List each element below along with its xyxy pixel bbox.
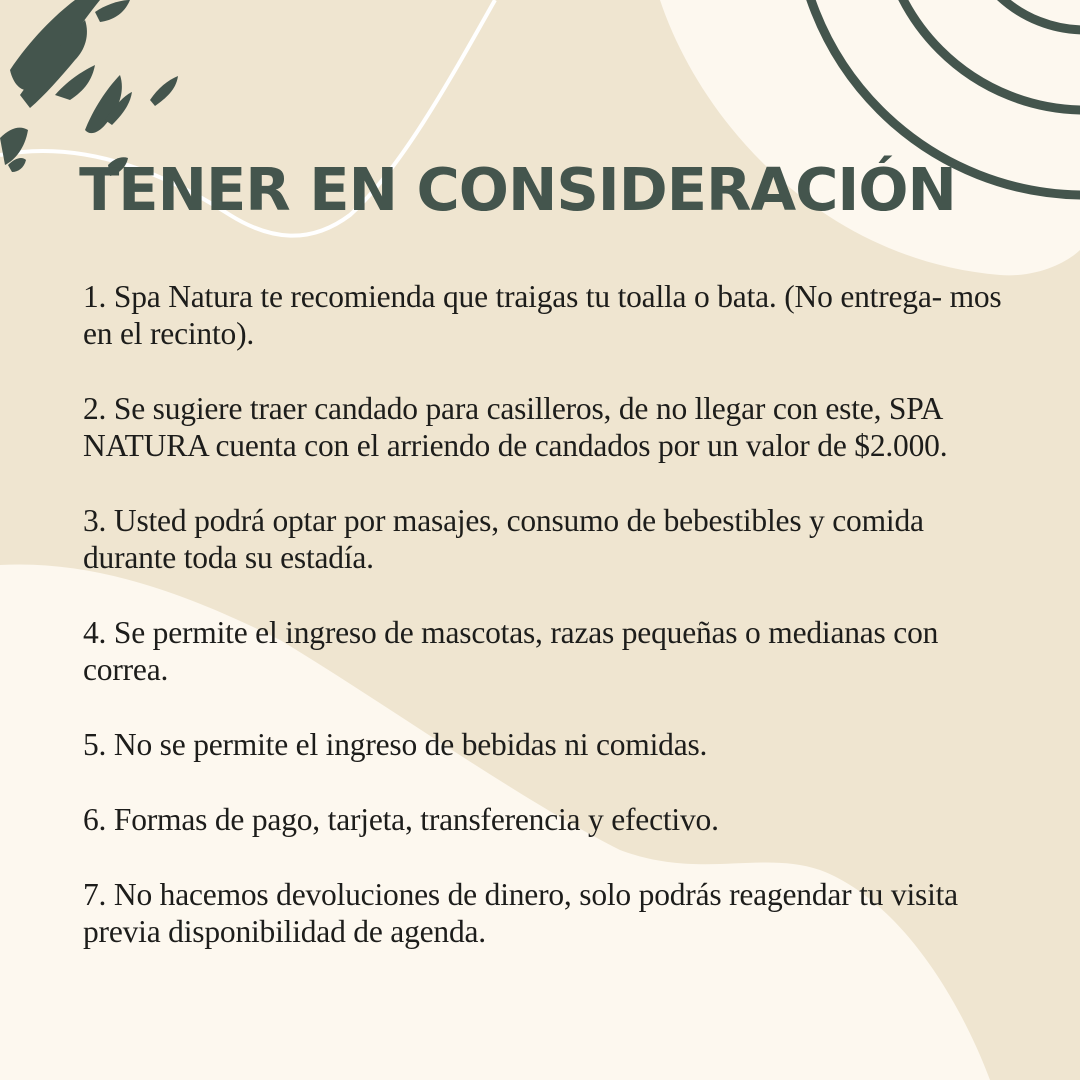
list-item: 1. Spa Natura te recomienda que traigas tu toalla o bata. (No entrega- mos en el recinto). — [83, 279, 1002, 351]
page-title: TENER EN CONSIDERACIÓN — [79, 155, 956, 224]
list-item: 2. Se sugiere traer candado para casilleros, de no llegar con este, SPA NATURA cuenta con el arriendo de candados por un valor de $2.000. — [83, 391, 948, 463]
list-item: 4. Se permite el ingreso de mascotas, razas pequeñas o medianas con correa. — [83, 615, 939, 687]
list-item: 5. No se permite el ingreso de bebidas ni comidas. — [83, 727, 708, 762]
list-item: 6. Formas de pago, tarjeta, transferencia y efectivo. — [83, 802, 719, 837]
list-item: 3. Usted podrá optar por masajes, consumo de bebestibles y comida durante toda su estadía. — [83, 503, 924, 575]
list-item: 7. No hacemos devoluciones de dinero, solo podrás reagendar tu visita previa disponibilidad de agenda. — [83, 877, 958, 949]
considerations-list — [83, 278, 1023, 988]
